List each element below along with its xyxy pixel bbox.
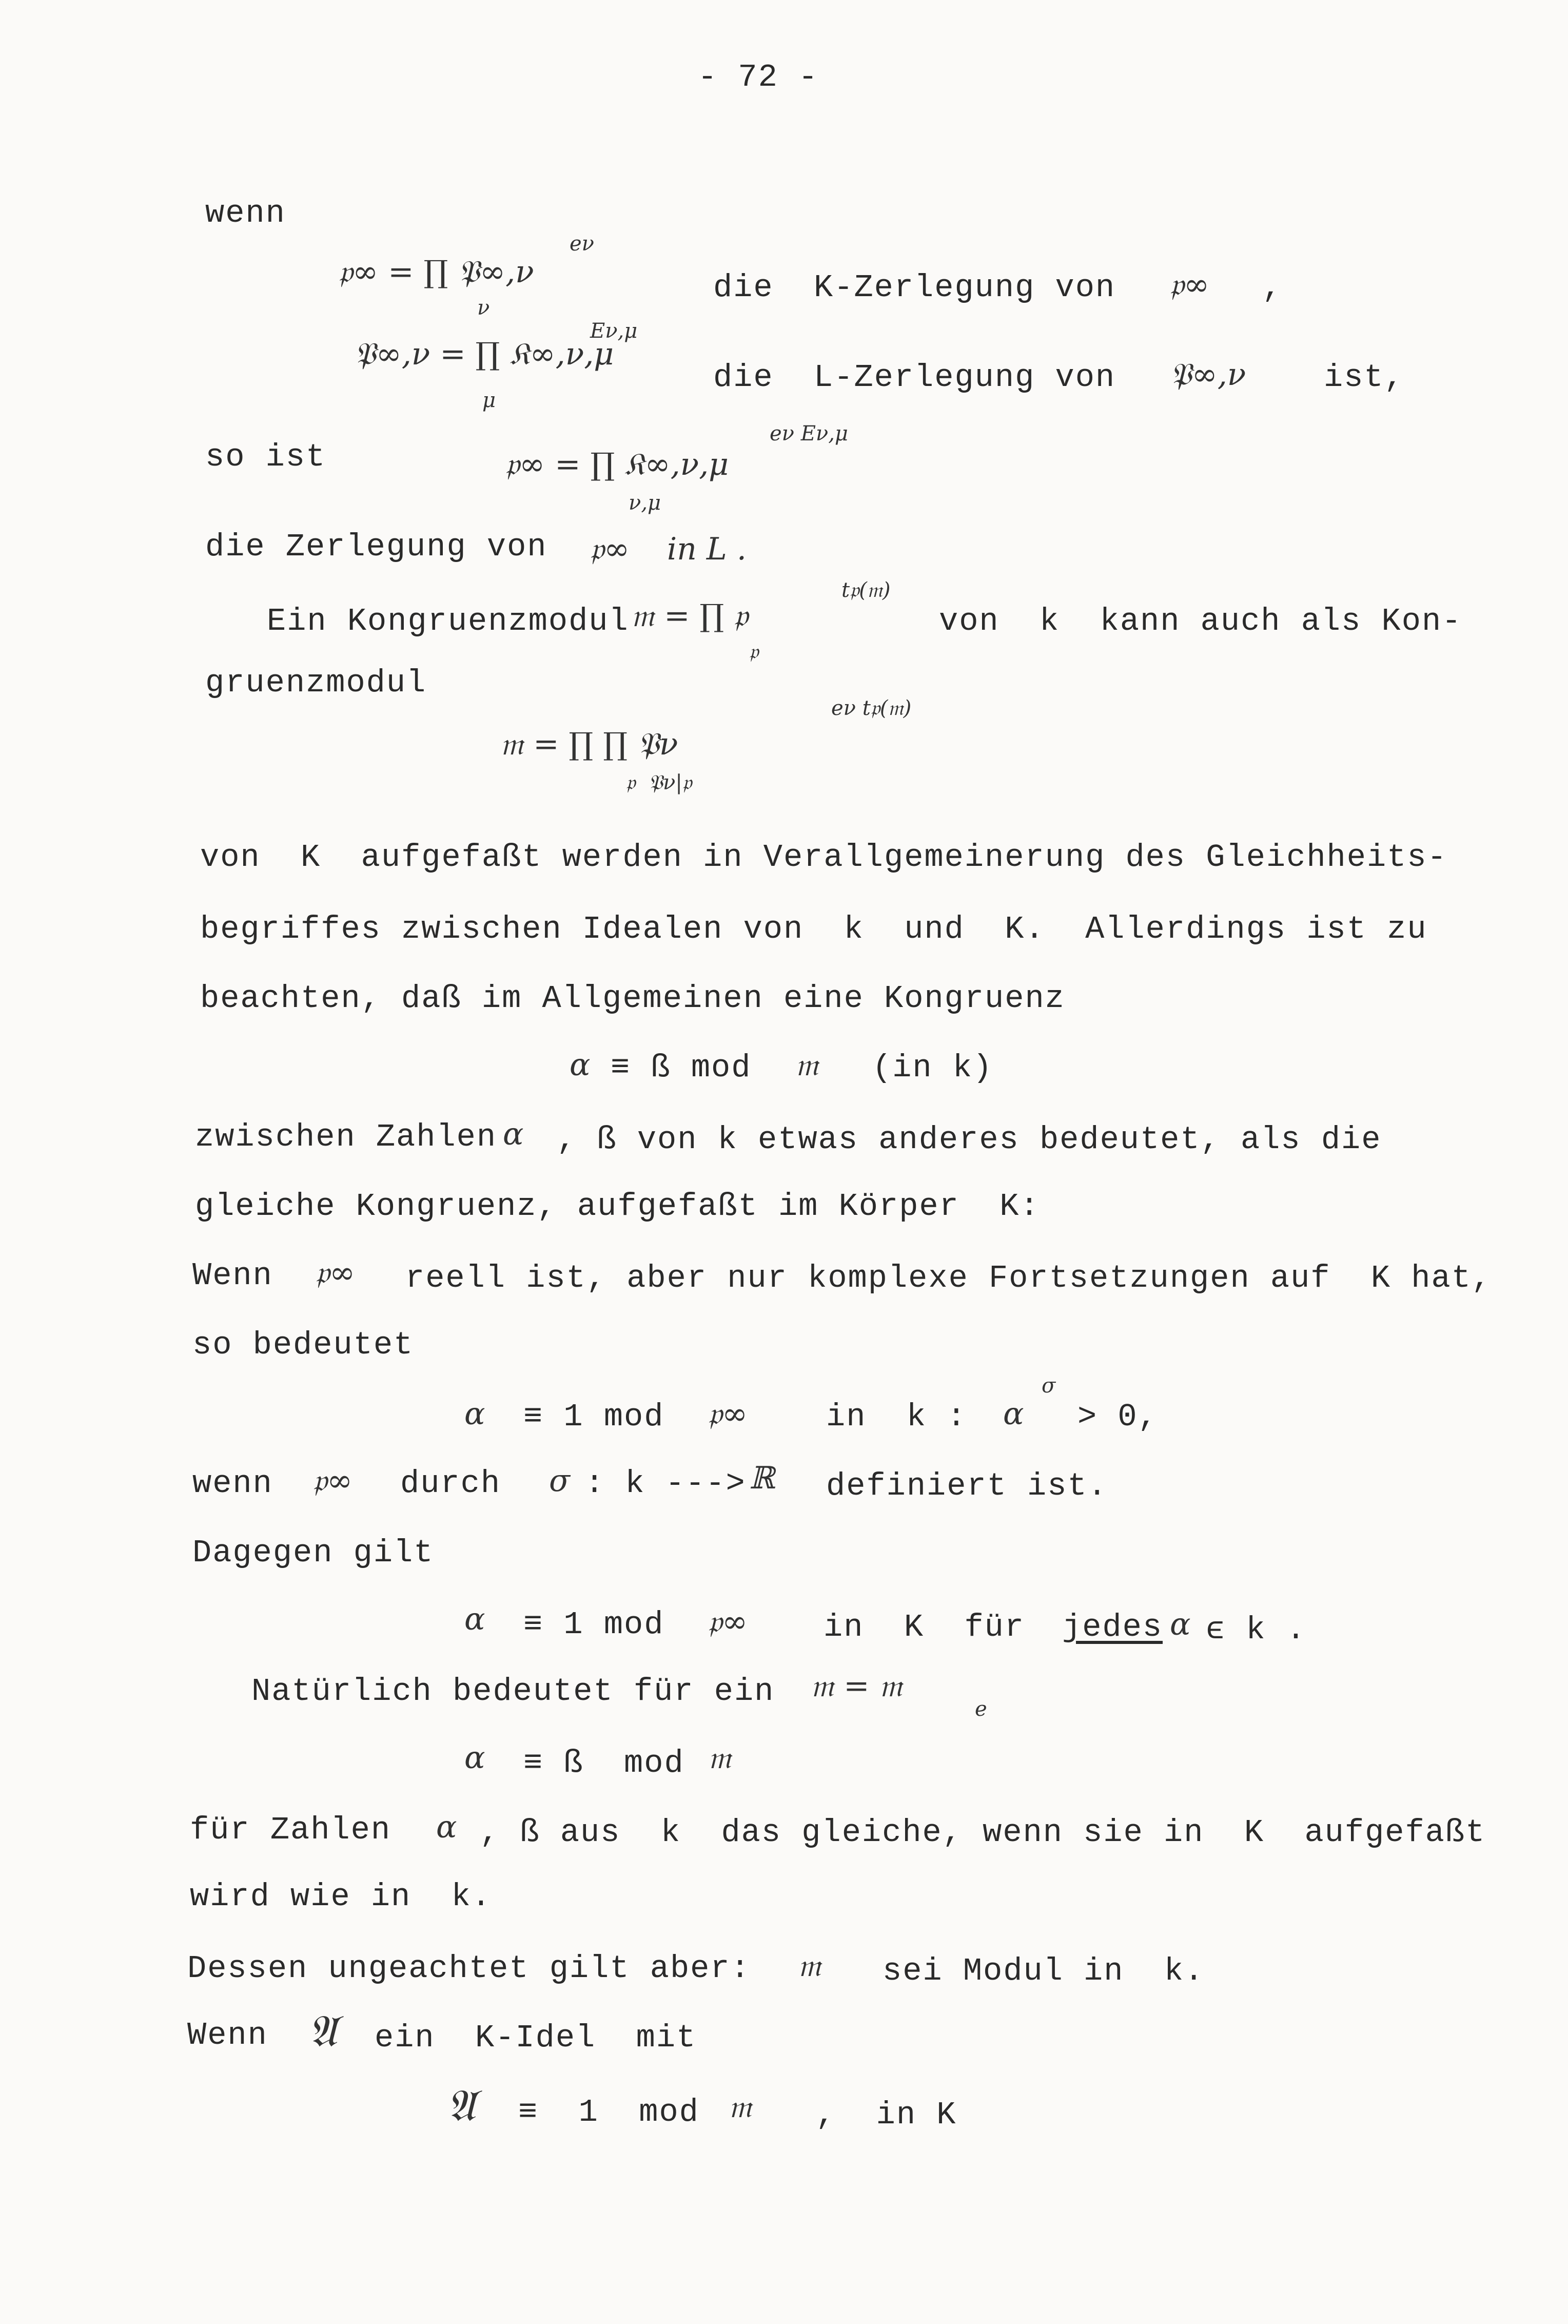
- text-line: Wenn: [192, 1257, 273, 1294]
- text-line: ≡ ß mod: [523, 1745, 684, 1781]
- ideal-symbol: 𝔄: [446, 2080, 476, 2132]
- formula-inline: 𝔭∞: [316, 1255, 356, 1291]
- formula-inline: 𝔪 = 𝔪: [811, 1668, 903, 1704]
- formula-k-decomposition: 𝔭∞ = ∏ 𝔓∞,ν: [339, 254, 534, 290]
- formula-superscript: eν Eν,μ: [770, 422, 848, 446]
- text-line: von k kann auch als Kon-: [939, 603, 1462, 640]
- text-line: Dagegen gilt: [192, 1535, 434, 1571]
- formula-subscript: 𝔭 𝔓ν|𝔭: [626, 771, 692, 795]
- text-line: ≡ ß mod: [611, 1050, 752, 1086]
- text-line: Dessen ungeachtet gilt aber:: [187, 1950, 751, 1987]
- text-line: , ß aus k das gleiche, wenn sie in K aufgefaßt: [480, 1814, 1486, 1851]
- formula-subscript: 𝔭: [749, 640, 759, 664]
- formula-inline: 𝔭∞: [590, 531, 630, 567]
- text-line: , in K: [816, 2097, 957, 2133]
- text-line: Ein Kongruenzmodul: [267, 603, 629, 640]
- formula-superscript: t𝔭(𝔪): [841, 578, 891, 602]
- text-line: ein K-Idel mit: [375, 2020, 697, 2056]
- text-line: ≡ 1 mod: [523, 1606, 664, 1643]
- text-line: so ist: [205, 439, 326, 475]
- text-line: ist,: [1324, 359, 1404, 396]
- formula-inline: 𝔭∞: [313, 1463, 353, 1499]
- page-number: - 72 -: [698, 59, 819, 95]
- text-line: ,: [1262, 269, 1283, 306]
- text-line: für Zahlen: [190, 1812, 391, 1848]
- text-line: die Zerlegung von: [205, 529, 547, 565]
- formula-subscript: ν,μ: [629, 491, 661, 515]
- formula-subscript: e: [975, 1697, 987, 1721]
- formula-l-factorization: 𝔭∞ = ∏ 𝔎∞,ν,μ: [505, 447, 729, 482]
- module-symbol: 𝔪: [795, 1047, 819, 1083]
- formula-inline: 𝔭∞: [708, 1396, 748, 1432]
- text-handwritten: in L .: [667, 531, 747, 567]
- text-line: : k --->: [585, 1465, 746, 1502]
- module-symbol: 𝔪: [708, 1740, 732, 1776]
- ideal-symbol: 𝔄: [308, 2006, 338, 2057]
- text-line: > 0,: [1077, 1399, 1158, 1435]
- alpha-symbol: α: [570, 1047, 591, 1083]
- formula-inline: 𝔭∞: [708, 1604, 748, 1640]
- real-numbers-symbol: ℝ: [749, 1460, 775, 1496]
- formula-superscript: eν t𝔭(𝔪): [831, 696, 912, 720]
- text-line: durch: [400, 1465, 501, 1502]
- alpha-symbol: α: [464, 1601, 485, 1637]
- text-line: so bedeutet: [192, 1327, 414, 1363]
- text-line: definiert ist.: [826, 1468, 1108, 1504]
- text-line: reell ist, aber nur komplexe Fortsetzungen auf K hat,: [405, 1260, 1492, 1296]
- alpha-symbol: α: [1003, 1396, 1024, 1432]
- sigma-superscript: σ: [1042, 1374, 1056, 1398]
- alpha-symbol: α: [464, 1740, 485, 1776]
- text-line: beachten, daß im Allgemeinen eine Kongruenz: [200, 980, 1065, 1017]
- text-line: zwischen Zahlen: [195, 1119, 497, 1155]
- text-line: die K-Zerlegung von: [713, 269, 1116, 306]
- formula-superscript: Eν,μ: [590, 319, 638, 343]
- alpha-symbol: α: [436, 1809, 457, 1845]
- text-line: ≡ 1 mod: [523, 1399, 664, 1435]
- text-line: Natürlich bedeutet für ein: [251, 1673, 775, 1710]
- formula-module-in-k: 𝔪 = ∏ ∏ 𝔓ν: [500, 726, 678, 762]
- text-line: in k :: [826, 1399, 967, 1435]
- formula-l-decomposition: 𝔓∞,ν = ∏ 𝔎∞,ν,μ: [354, 336, 614, 372]
- formula-inline: 𝔭∞: [1170, 267, 1210, 303]
- formula-subscript: μ: [482, 389, 496, 412]
- formula-inline: 𝔓∞,ν: [1170, 357, 1246, 393]
- alpha-symbol: α: [464, 1396, 485, 1432]
- formula-congruence-module: 𝔪 = ∏ 𝔭: [631, 598, 748, 634]
- text-line: , ß von k etwas anderes bedeutet, als die: [557, 1121, 1382, 1158]
- text-line: wird wie in k.: [190, 1878, 492, 1915]
- formula-superscript: eν: [570, 232, 594, 256]
- formula-subscript: ν: [477, 296, 490, 320]
- text-line: die L-Zerlegung von: [713, 359, 1116, 396]
- text-line: ≡ 1 mod: [518, 2094, 699, 2131]
- text-line: in K für: [824, 1609, 1025, 1645]
- alpha-symbol: α: [1170, 1606, 1191, 1642]
- text-line: ϵ k .: [1206, 1612, 1307, 1648]
- module-symbol: 𝔪: [729, 2089, 752, 2125]
- sigma-symbol: σ: [549, 1463, 570, 1499]
- emphasized-word: jedes: [1062, 1609, 1163, 1645]
- text-line: gleiche Kongruenz, aufgefaßt im Körper K:: [195, 1188, 1040, 1225]
- text-line: gruenzmodul: [205, 665, 427, 701]
- text-line: begriffes zwischen Idealen von k und K. Allerdings ist zu: [200, 911, 1427, 947]
- text-line: wenn: [192, 1465, 273, 1502]
- module-symbol: 𝔪: [798, 1948, 821, 1984]
- text-line: von K aufgefaßt werden in Verallgemeinerung des Gleichheits-: [200, 839, 1447, 876]
- text-line: sei Modul in k.: [883, 1953, 1205, 1989]
- text-line: wenn: [205, 195, 286, 231]
- text-line: (in k): [872, 1050, 993, 1086]
- alpha-symbol: α: [503, 1116, 524, 1152]
- text-line: Wenn: [187, 2017, 268, 2054]
